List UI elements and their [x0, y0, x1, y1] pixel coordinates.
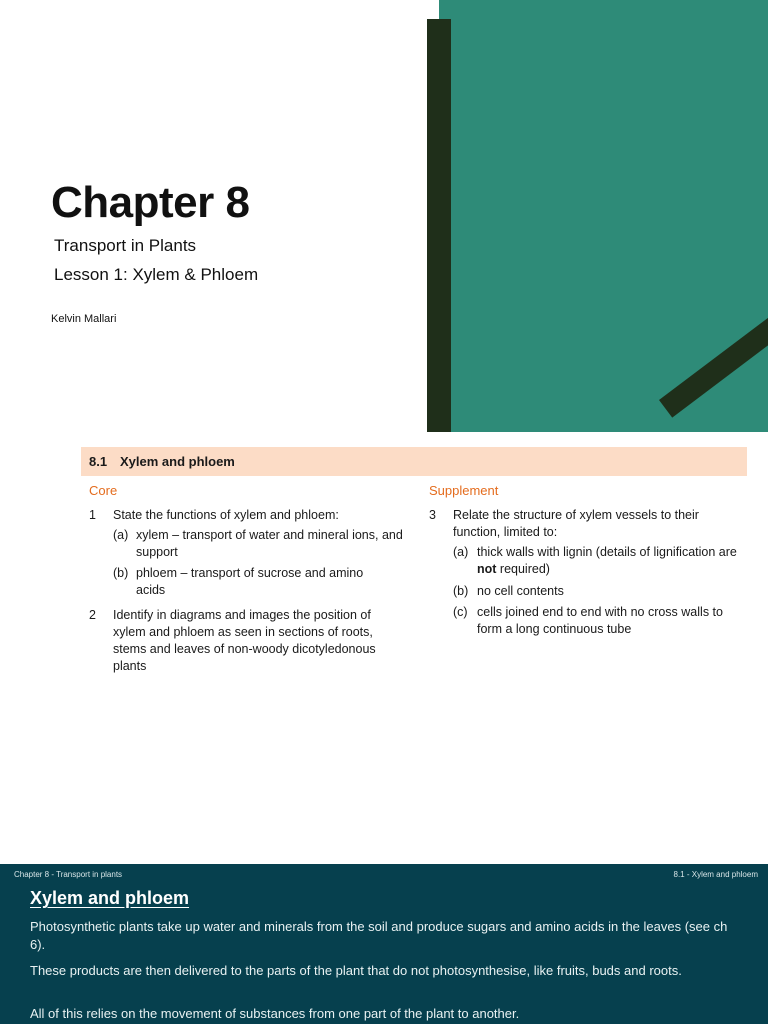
section-number: 8.1	[89, 454, 108, 469]
dark-diagonal-bar	[659, 280, 768, 418]
author-name: Kelvin Mallari	[51, 313, 117, 325]
slide-footer-section: 8.1 - Xylem and phloem	[673, 870, 758, 879]
core-item-1b-text: phloem – transport of sucrose and amino acids	[136, 566, 364, 597]
syllabus-slide	[0, 432, 768, 864]
core-item-1a-label: (a)	[113, 528, 129, 542]
core-item-1-text: State the functions of xylem and phloem:	[113, 508, 339, 522]
diagonal-decoration	[439, 0, 768, 432]
lesson-title: Lesson 1: Xylem & Phloem	[54, 265, 259, 284]
core-heading: Core	[89, 483, 118, 498]
supplement-item-3b-label: (b)	[453, 584, 469, 598]
supplement-item-3-text: Relate the structure of xylem vessels to their function, limited to:	[453, 508, 699, 539]
content-paragraph-3: All of this relies on the movement of substances from one part of the plant to another.	[30, 1006, 520, 1021]
core-item-2-text: Identify in diagrams and images the position of xylem and phloem as seen in sections of roots, stems and leaves of non-woody dicotyledonous plants	[113, 608, 376, 673]
core-item-1b-label: (b)	[113, 566, 129, 580]
supplement-item-3a-text-start: thick walls with lignin (details of lignification are	[477, 545, 737, 559]
supplement-item-3-number: 3	[429, 508, 436, 522]
content-paragraph-2: These products are then delivered to the parts of the plant that do not photosynthesise, like fruits, buds and roots.	[30, 963, 682, 978]
supplement-item-3a-text-end: required)	[496, 562, 550, 576]
content-heading: Xylem and phloem	[30, 888, 190, 908]
content-slide	[0, 864, 768, 1024]
core-item-1a-text: xylem – transport of water and mineral ions, and support	[136, 528, 403, 559]
supplement-item-3b-text: no cell contents	[477, 584, 564, 598]
core-item-2-number: 2	[89, 608, 96, 622]
syllabus-header-bar	[81, 447, 747, 476]
supplement-item-3c-text: cells joined end to end with no cross walls to form a long continuous tube	[477, 605, 723, 636]
content-paragraph-1: Photosynthetic plants take up water and minerals from the soil and produce sugars and amino acids in the leaves (see ch 6).	[30, 919, 728, 952]
section-title: Xylem and phloem	[120, 454, 235, 469]
chapter-title: Chapter 8	[51, 178, 250, 227]
core-item-1-number: 1	[89, 508, 96, 522]
supplement-item-3a-label: (a)	[453, 545, 469, 559]
chapter-subtitle: Transport in Plants	[54, 236, 197, 255]
supplement-heading: Supplement	[429, 483, 499, 498]
supplement-item-3c-label: (c)	[453, 605, 468, 619]
supplement-item-3a-text-bold: not	[477, 562, 497, 576]
title-slide	[0, 0, 768, 432]
slide-footer-chapter: Chapter 8 - Transport in plants	[14, 870, 123, 879]
supplement-item-3a-text	[477, 544, 747, 578]
